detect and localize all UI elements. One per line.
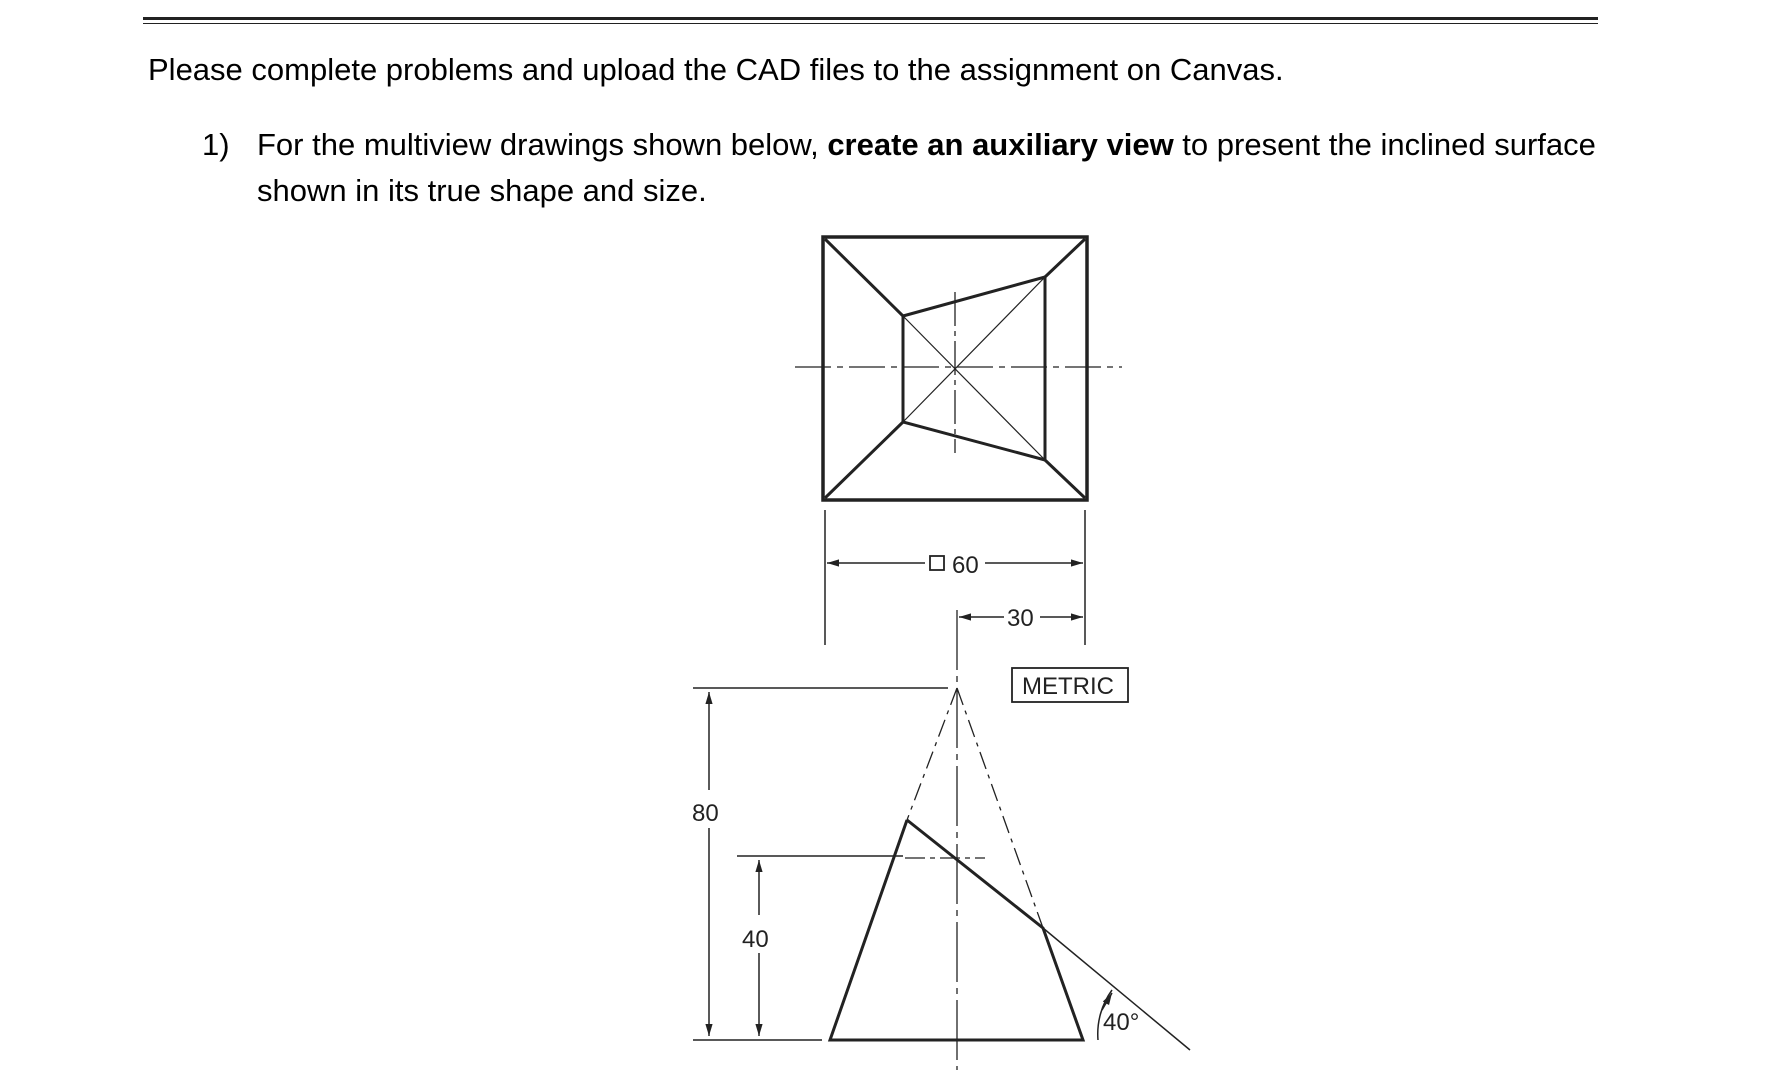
metric-label: METRIC: [1022, 673, 1114, 700]
dim-60-text: 60: [952, 552, 979, 579]
top-dimensions: [825, 510, 1085, 645]
top-view-thin-line-2: [903, 277, 1045, 422]
angle-arrow: [1102, 993, 1112, 1010]
dim-30-text: 30: [1007, 605, 1034, 632]
instructions-intro: Please complete problems and upload the CAD files to the assignment on Canvas.: [148, 52, 1284, 87]
phantom-edge-left: [907, 688, 957, 820]
problem-number: 1): [202, 127, 230, 162]
front-dimensions: [692, 688, 1139, 1040]
top-view-inclined-surface: [903, 277, 1045, 460]
top-view: [795, 237, 1122, 500]
problem-text-bold: create an auxiliary view: [827, 127, 1174, 162]
front-view: [830, 610, 1190, 1070]
problem-text-before: For the multiview drawings shown below,: [257, 127, 828, 162]
top-view-thin-line-1: [903, 316, 1045, 460]
top-view-edge-bl: [825, 422, 903, 498]
dim-40-text: 40: [742, 926, 769, 953]
square-symbol: [930, 556, 944, 570]
problem-text-after: to present the inclined surface shown in its true shape and size.: [257, 127, 1596, 208]
dim-80-text: 80: [692, 800, 719, 827]
top-view-edge-tl: [825, 239, 903, 316]
metric-label-box: [1012, 668, 1128, 702]
top-view-edge-tr: [1045, 239, 1085, 277]
dim-angle-text: 40°: [1103, 1009, 1140, 1036]
top-view-edge-br: [1045, 460, 1085, 498]
